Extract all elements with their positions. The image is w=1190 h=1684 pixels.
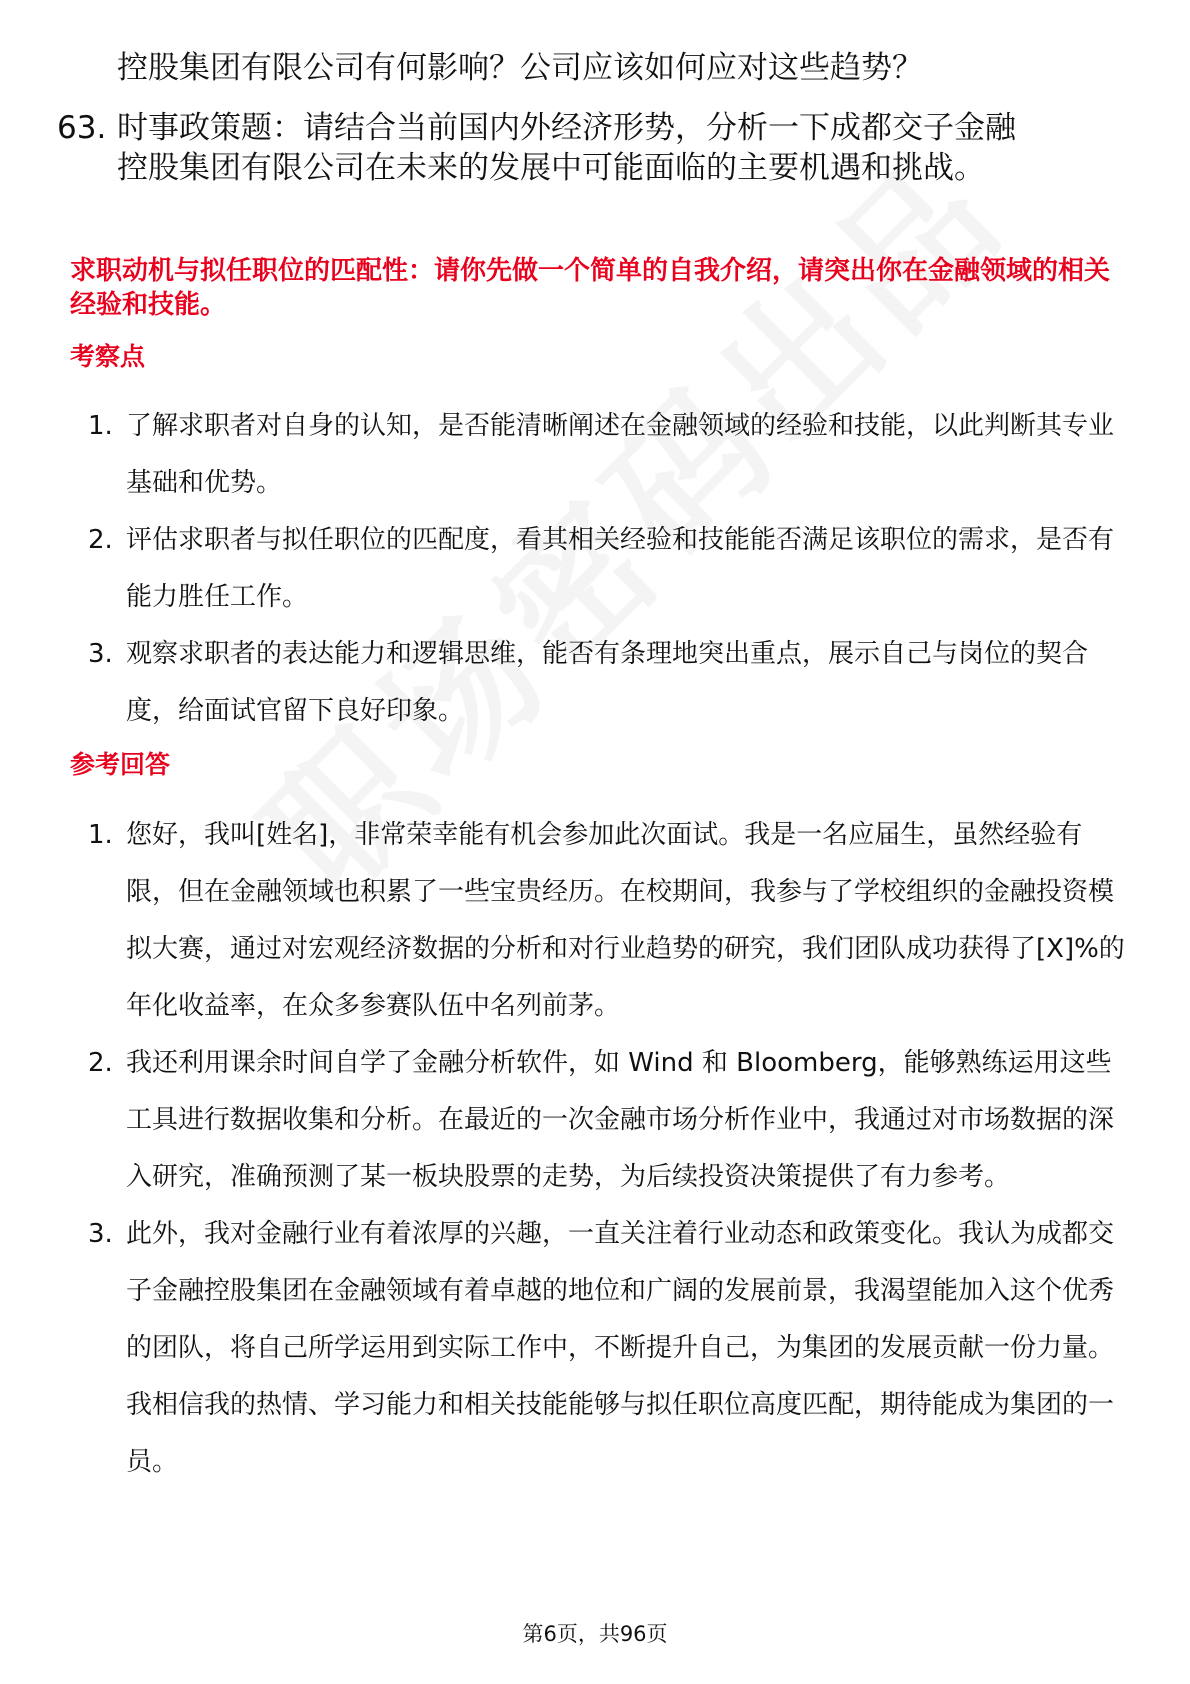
key-points-label: 考察点: [70, 342, 146, 371]
question-63-text: 时事政策题：请结合当前国内外经济形势，分析一下成都交子金融控股集团有限公司在未来的发展中可能面临的主要机遇和挑战。: [117, 110, 1016, 186]
list-text: 此外，我对金融行业有着浓厚的兴趣，一直关注着行业动态和政策变化。我认为成都交子金融控股集团在金融领域有着卓越的地位和广阔的发展前景，我渴望能加入这个优秀的团队，将自己所学运用到实际工作中，不断提升自己，为集团的发展贡献一份力量。我相信我的热情、学习能力和相关技能能够与拟任职位高度匹配，期待能成为集团的一员。: [126, 1219, 1115, 1477]
answer-label: 参考回答: [70, 750, 171, 779]
list-text: 了解求职者对自身的认知，是否能清晰阐述在金融领域的经验和技能，以此判断其专业基础和优势。: [126, 411, 1115, 498]
list-number: 2.: [88, 525, 113, 555]
key-points-list: [88, 398, 1128, 740]
page-footer: 第6页，共96页: [522, 1622, 668, 1646]
list-text: 我还利用课余时间自学了金融分析软件，如 Wind 和 Bloomberg，能够熟练运用这些工具进行数据收集和分析。在最近的一次金融市场分析作业中，我通过对市场数据的深入研究，准确预测了某一板块股票的走势，为后续投资决策提供了有力参考。: [126, 1048, 1115, 1192]
answer-item: [88, 1035, 1128, 1206]
question-62-tail: [117, 48, 1117, 88]
list-number: 1.: [88, 820, 113, 850]
key-point-item: [88, 398, 1128, 512]
question-62-tail-text: 控股集团有限公司有何影响？公司应该如何应对这些趋势？: [117, 50, 923, 86]
question-63: [57, 108, 1057, 188]
key-point-item: [88, 626, 1128, 740]
list-text: 您好，我叫[姓名]，非常荣幸能有机会参加此次面试。我是一名应届生，虽然经验有限，但在金融领域也积累了一些宝贵经历。在校期间，我参与了学校组织的金融投资模拟大赛，通过对宏观经济数据的分析和对行业趋势的研究，我们团队成功获得了[X]%的年化收益率，在众多参赛队伍中名列前茅。: [126, 820, 1125, 1021]
list-number: 2.: [88, 1048, 113, 1078]
list-number: 3.: [88, 1219, 113, 1249]
answer-item: [88, 1206, 1128, 1491]
section-heading: 求职动机与拟任职位的匹配性：请你先做一个简单的自我介绍，请突出你在金融领域的相关经验和技能。: [70, 256, 1111, 320]
question-63-number: 63.: [57, 110, 107, 146]
list-number: 3.: [88, 639, 113, 669]
answer-list: [88, 807, 1128, 1491]
list-number: 1.: [88, 411, 113, 441]
list-text: 观察求职者的表达能力和逻辑思维，能否有条理地突出重点，展示自己与岗位的契合度，给面试官留下良好印象。: [126, 639, 1089, 726]
key-point-item: [88, 512, 1128, 626]
answer-item: [88, 807, 1128, 1035]
list-text: 评估求职者与拟任职位的匹配度，看其相关经验和技能能否满足该职位的需求，是否有能力胜任工作。: [126, 525, 1115, 612]
